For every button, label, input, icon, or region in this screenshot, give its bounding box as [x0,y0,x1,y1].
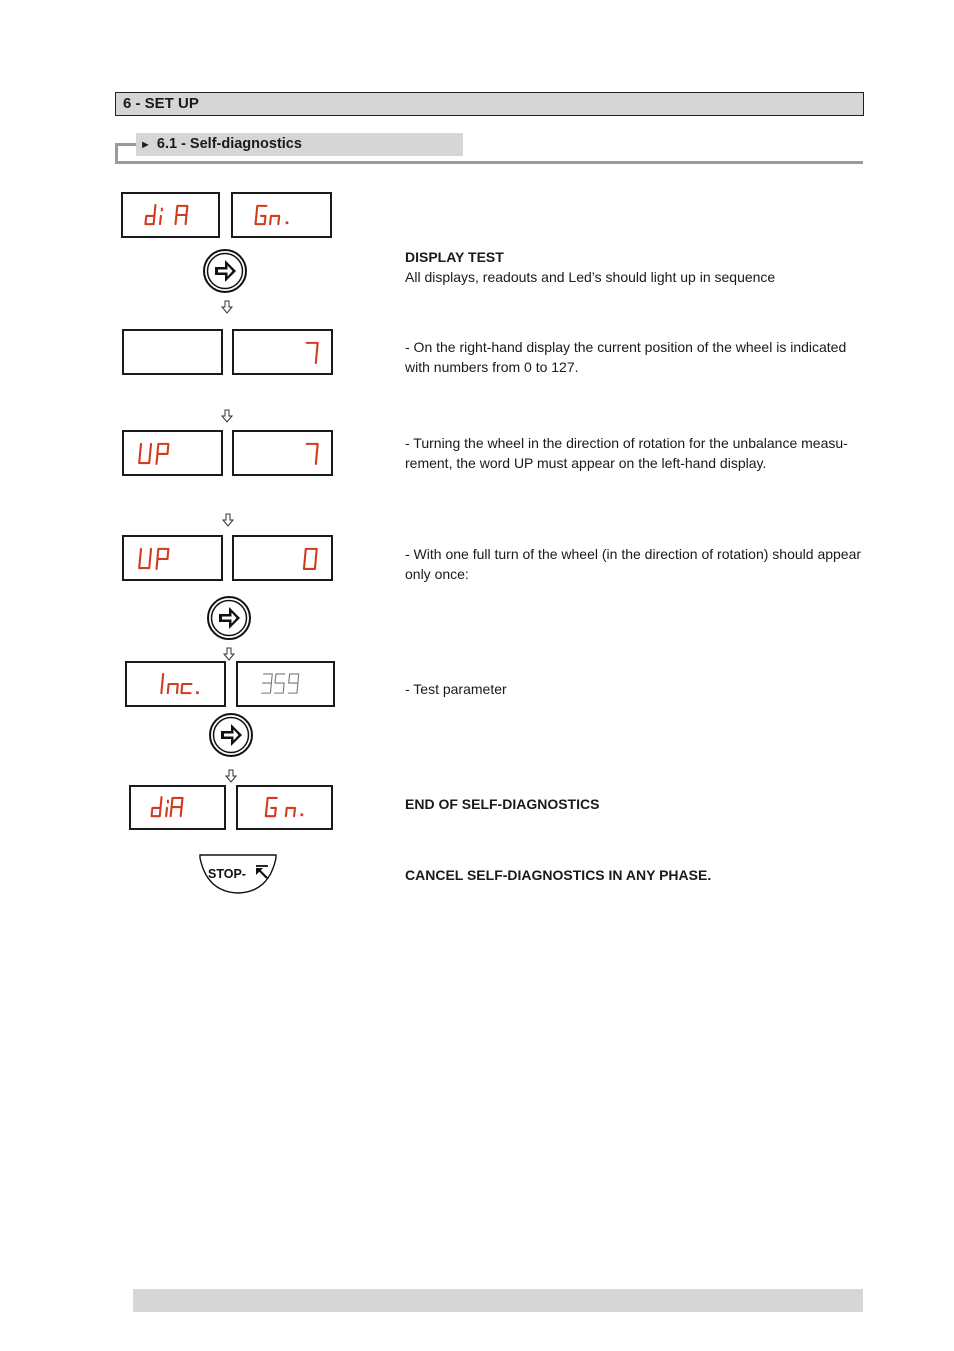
enter-button[interactable] [202,248,248,294]
left-display-6 [129,785,226,830]
right-display-1 [231,192,332,238]
left-display-5 [125,661,226,707]
right-display-6 [236,785,333,830]
right-display-3 [232,430,333,476]
right-display-5 [236,661,335,707]
stop-label: STOP- [208,867,246,881]
left-display-1 [121,192,220,238]
enter-button[interactable] [208,712,254,758]
subsection-title-bar [136,133,463,156]
left-display-2 [122,329,223,375]
position-text: - On the right-hand display the current position of the wheel is indicated with numbers from 0 to 127. [405,339,847,375]
full-turn-text: - With one full turn of the wheel (in the direction of rotation) should appear only once: [405,546,862,582]
down-arrow-icon [221,409,233,423]
display-readout [234,432,331,474]
stop-button[interactable] [199,854,277,894]
triangle-marker-icon: ► [140,139,151,151]
down-arrow-icon [221,300,233,314]
display-readout [127,663,224,705]
down-arrow-icon [225,769,237,783]
left-display-3 [122,430,223,476]
down-arrow-icon [222,513,234,527]
footer-bar [133,1289,863,1312]
down-arrow-icon [223,647,235,661]
subsection-bracket-tick [115,143,136,146]
display-readout [124,432,221,474]
section-title: 6 - SET UP [115,92,864,116]
display-readout [124,537,221,579]
enter-button[interactable] [206,595,252,641]
display-test-text: All displays, readouts and Led’s should light up in sequence [405,269,776,285]
display-readout [123,194,218,236]
test-parameter-text: - Test parameter [405,681,507,697]
display-readout [238,787,331,828]
right-display-4 [232,535,333,581]
display-test-title: DISPLAY TEST [405,249,504,265]
display-readout [234,537,331,579]
end-text: END OF SELF-DIAGNOSTICS [405,796,600,812]
subsection-title: 6.1 - Self-diagnostics [156,136,302,152]
display-readout [233,194,330,236]
subsection-underline [115,161,863,164]
direction-text: - Turning the wheel in the direction of rotation for the unbalance measu-rement, the word UP must appear on the left-hand display. [405,435,848,471]
display-readout [238,663,333,705]
display-readout [234,331,331,373]
cancel-text: CANCEL SELF-DIAGNOSTICS IN ANY PHASE. [405,867,712,883]
right-display-2 [232,329,333,375]
display-readout [131,787,224,828]
left-display-4 [122,535,223,581]
